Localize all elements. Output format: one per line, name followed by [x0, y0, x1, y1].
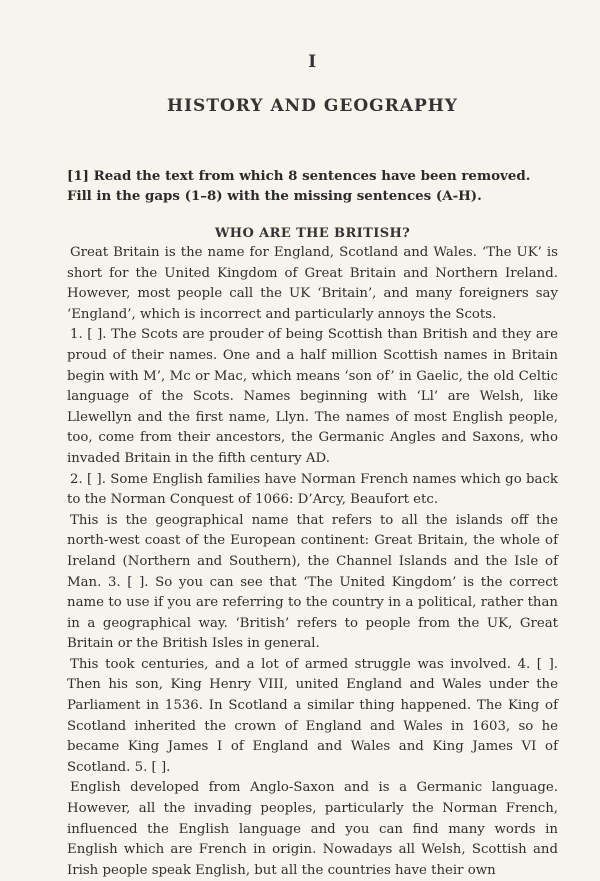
paragraph: English developed from Anglo-Saxon and is a Germanic language. However, all the invading peoples, particularly the Norman French, influenced the English language and you can find many words in English which are French in origin. Nowadays all Welsh, Scottish and Irish people speak English, but all the countries have their own: [67, 780, 558, 878]
chapter-number: I: [308, 52, 317, 72]
paragraph: This is the geographical name that refers to all the islands off the north-west coast of the European continent: Great Britain, the whole of Ireland (Northern and Southern), the Channel Islands and the Isle of Man. 3. [ ]. So you can see that ‘The United Kingdom’ is the correct name to use if you are referring to the country in a political, rather than in a geographical way. ‘British’ refers to people from the UK, Great Britain or the British Isles in general.: [67, 512, 558, 652]
task-instruction: [1] Read the text from which 8 sentences have been removed. Fill in the gaps (1–8) with the missing sentences (A-H).: [67, 168, 531, 204]
article-body: [67, 243, 558, 881]
paragraph: Great Britain is the name for England, Scotland and Wales. ‘The UK’ is short for the United Kingdom of Great Britain and Northern Ireland. However, most people call the UK ‘Britain’, and many foreigners say ‘England’, which is incorrect and particularly annoys the Scots.: [67, 245, 558, 322]
paragraph: 2. [ ]. Some English families have Norman French names which go back to the Norman Conquest of 1066: D’Arcy, Beaufort etc.: [67, 471, 558, 508]
article-title: WHO ARE THE BRITISH?: [214, 226, 411, 241]
paragraph: 1. [ ]. The Scots are prouder of being Scottish than British and they are proud of their names. One and a half million Scottish names in Britain begin with M’, Mc or Mac, which means ‘son of’ in Gaelic, the old Celtic language of the Scots. Names beginning with ‘Ll’ are Welsh, like Llewellyn and the first name, Llyn. The names of most English people, too, come from their ancestors, the Germanic Angles and Saxons, who invaded Britain in the fifth century AD.: [67, 327, 558, 466]
chapter-title: HISTORY AND GEOGRAPHY: [167, 96, 458, 116]
paragraph: This took centuries, and a lot of armed struggle was involved. 4. [ ]. Then his son, King Henry VIII, united England and Wales under the Parliament in 1536. In Scotland a similar thing happened. The King of Scotland inherited the crown of England and Wales in 1603, so he became King James I of England and Wales and King James VI of Scotland. 5. [ ].: [67, 656, 558, 775]
